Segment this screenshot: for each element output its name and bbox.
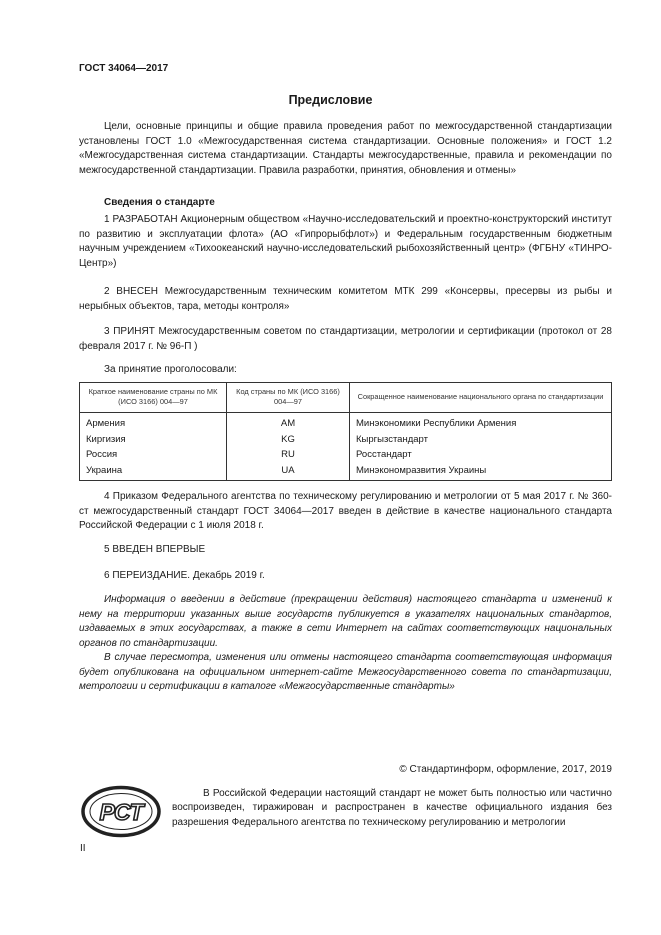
item-adopted: 3 ПРИНЯТ Межгосударственным советом по стандартизации, метрологии и сертификации (протокол от 28 февраля 2017 г. № 96-П ) <box>79 326 612 352</box>
table-row <box>80 413 612 432</box>
code-cell: RU <box>227 447 350 463</box>
body-cell: Росстандарт <box>350 447 612 463</box>
table-header-row <box>80 383 612 413</box>
item-reissue: 6 ПЕРЕИЗДАНИЕ. Декабрь 2019 г. <box>104 570 265 581</box>
rst-certification-mark-icon <box>80 785 162 838</box>
col-country-code: Код страны по МК (ИСО 3166) 004—97 <box>227 383 350 413</box>
table-row <box>80 447 612 463</box>
logo-text: PCT <box>99 799 143 825</box>
voted-label: За принятие проголосовали: <box>104 364 237 375</box>
code-cell: UA <box>227 463 350 481</box>
document-code: ГОСТ 34064—2017 <box>79 63 169 74</box>
note-revision: В случае пересмотра, изменения или отмены настоящего стандарта соответствующая информация будет опубликована на официальном интернет-сайте Межгосударственного совета по стандартизации, метрологии и сертификации в каталоге «Межгосударственные стандарты» <box>79 652 612 693</box>
country-cell: Армения <box>80 413 227 432</box>
page-number: II <box>80 843 86 854</box>
voting-table <box>79 382 612 481</box>
note-info: Информация о введении в действие (прекращении действия) настоящего стандарта и изменений к нему на территории указанных выше государств публикуется в указателях национальных стандартов, издаваемых в этих государствах, а также в сети Интернет на сайтах соответствующих национальных органов по стандартизации. <box>79 594 612 649</box>
table-row <box>80 463 612 481</box>
code-cell: KG <box>227 432 350 448</box>
intro-paragraph: Цели, основные принципы и общие правила проведения работ по межгосударственной стандартизации установлены ГОСТ 1.0 «Межгосударственная система стандартизации. Основные положения» и ГОСТ 1.2 «Межгосударственная система стандартизации. Стандарты межгосударственные, правила и рекомендации по межгосударственной стандартизации. Правила разработки, принятия, обновления и отмены» <box>79 121 612 176</box>
country-cell: Россия <box>80 447 227 463</box>
table-row <box>80 432 612 448</box>
col-national-body: Сокращенное наименование национального органа по стандартизации <box>350 383 612 413</box>
reproduction-notice <box>172 787 612 830</box>
country-cell: Украина <box>80 463 227 481</box>
col-country-name: Краткое наименование страны по МК (ИСО 3166) 004—97 <box>80 383 227 413</box>
page-title: Предисловие <box>288 93 373 107</box>
code-cell: AM <box>227 413 350 432</box>
item-developed: 1 РАЗРАБОТАН Акционерным обществом «Научно-исследовательский и проектно-конструкторский институт по развитию и эксплуатации флота» (АО «Гипрорыбфлот») и Федеральным государственным бюджетным научным учреждением «Тихоокеанский научно-исследовательский рыбохозяйственный центр» (ФГБНУ «ТИНРО-Центр») <box>79 214 612 269</box>
country-cell: Киргизия <box>80 432 227 448</box>
body-cell: Минэкономики Республики Армения <box>350 413 612 432</box>
item-introduced: 2 ВНЕСЕН Межгосударственным техническим комитетом МТК 299 «Консервы, пресервы из рыбы и нерыбных объектов, тара, методы контроля» <box>79 286 612 312</box>
item-first: 5 ВВЕДЕН ВПЕРВЫЕ <box>104 544 206 555</box>
item-order: 4 Приказом Федерального агентства по техническому регулированию и метрологии от 5 мая 2017 г. № 360-ст межгосударственный стандарт ГОСТ 34064—2017 введен в действие в качестве национального стандарта Российской Федерации с 1 июля 2018 г. <box>79 491 612 532</box>
copyright: © Стандартинформ, оформление, 2017, 2019 <box>399 764 612 775</box>
body-cell: Минэкономразвития Украины <box>350 463 612 481</box>
section-heading: Сведения о стандарте <box>104 197 215 208</box>
reproduction-notice-text: В Российской Федерации настоящий стандарт не может быть полностью или частично воспроизведен, тиражирован и распространен в качестве официального издания без разрешения Федерального агентства по техническому регулированию и метрологии <box>172 788 612 828</box>
body-cell: Кыргызстандарт <box>350 432 612 448</box>
